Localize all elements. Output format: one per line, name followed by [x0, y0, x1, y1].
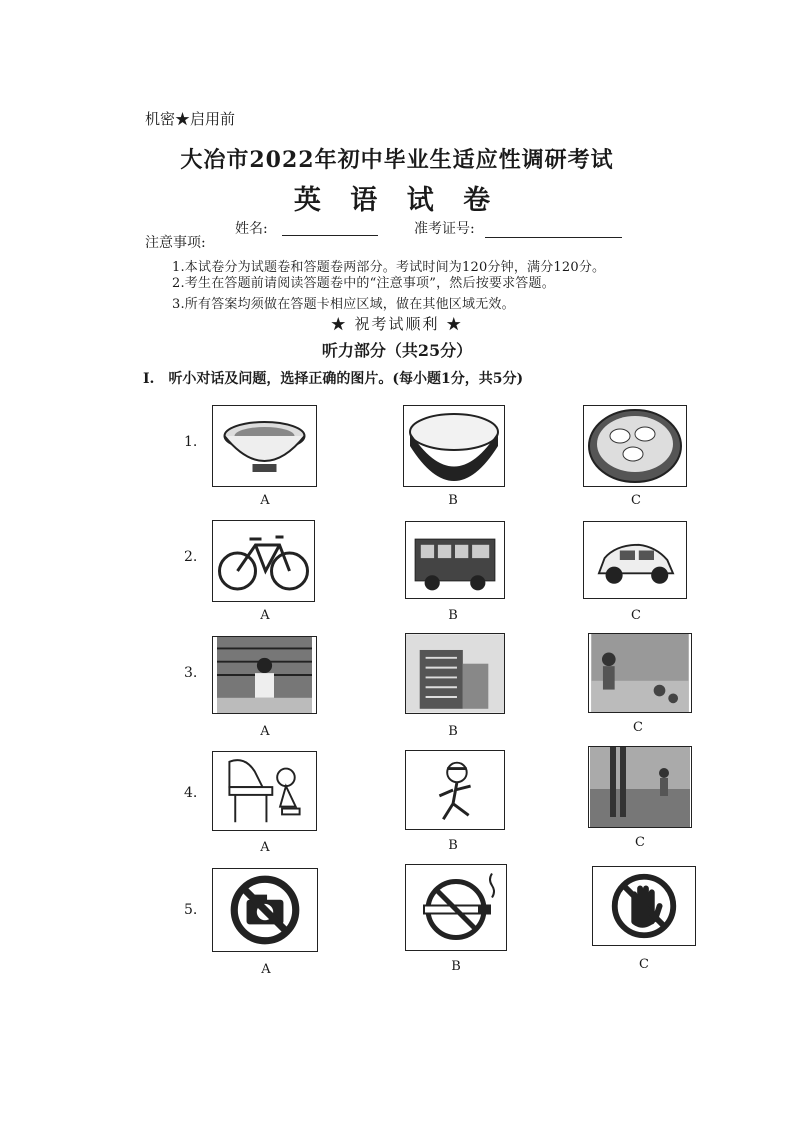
question-number: 2. — [184, 549, 198, 565]
library-girl-picture[interactable] — [212, 636, 317, 714]
good-luck-line: ★ 祝考试顺利 ★ — [330, 315, 464, 333]
option-letter: B — [451, 959, 461, 974]
no-touching-sign-picture[interactable] — [592, 866, 696, 946]
name-label: 姓名: — [235, 221, 268, 237]
exam-title: 大冶市2022年初中毕业生适应性调研考试 — [180, 147, 614, 173]
no-camera-sign-picture[interactable] — [212, 868, 318, 952]
option-letter: B — [448, 493, 458, 508]
walking-field-picture[interactable] — [588, 746, 692, 828]
option-letter: A — [260, 493, 270, 508]
name-blank[interactable] — [282, 235, 378, 236]
exam-number-label: 准考证号: — [414, 221, 475, 237]
car-picture[interactable] — [583, 521, 687, 599]
bus-picture[interactable] — [405, 521, 505, 599]
bicycle-picture[interactable] — [212, 520, 315, 602]
question-number: 4. — [184, 785, 198, 801]
girl-piano-picture[interactable] — [212, 751, 317, 831]
buildings-picture[interactable] — [405, 633, 505, 714]
note-item: 3.所有答案均须做在答题卡相应区域，做在其他区域无效。 — [172, 297, 515, 312]
option-letter: C — [631, 608, 641, 623]
note-item: 2.考生在答题前请阅读答题卷中的“注意事项”，然后按要求答题。 — [172, 276, 555, 291]
noodle-bowl-picture[interactable] — [212, 405, 317, 487]
option-letter: C — [635, 835, 645, 850]
question-number: 3. — [184, 665, 198, 681]
dumplings-plate-picture[interactable] — [583, 405, 687, 487]
option-letter: C — [633, 720, 643, 735]
option-letter: C — [631, 493, 641, 508]
option-letter: C — [639, 957, 649, 972]
note-item: 1.本试卷分为试题卷和答题卷两部分。考试时间为120分钟，满分120分。 — [172, 260, 606, 275]
option-letter: A — [260, 840, 270, 855]
section-numeral: I. — [143, 371, 155, 387]
option-letter: A — [260, 608, 270, 623]
notes-title: 注意事项: — [145, 235, 206, 251]
listening-part-heading: 听力部分（共25分） — [321, 341, 473, 360]
subject-title: 英 语 试 卷 — [293, 185, 501, 216]
confidential-mark: 机密★启用前 — [145, 110, 236, 128]
park-girl-picture[interactable] — [588, 633, 692, 713]
exam-number-blank[interactable] — [485, 237, 622, 238]
section-heading — [143, 368, 523, 388]
no-smoking-sign-picture[interactable] — [405, 864, 507, 951]
option-letter: A — [260, 724, 270, 739]
section-instruction: 听小对话及问题，选择正确的图片。(每小题1分，共5分) — [168, 371, 524, 387]
question-number: 1. — [184, 434, 198, 450]
option-letter: A — [261, 962, 271, 977]
girl-running-picture[interactable] — [405, 750, 505, 830]
option-letter: B — [448, 838, 458, 853]
question-number: 5. — [184, 902, 198, 918]
option-letter: B — [448, 608, 458, 623]
option-letter: B — [448, 724, 458, 739]
rice-bowl-picture[interactable] — [403, 405, 505, 487]
